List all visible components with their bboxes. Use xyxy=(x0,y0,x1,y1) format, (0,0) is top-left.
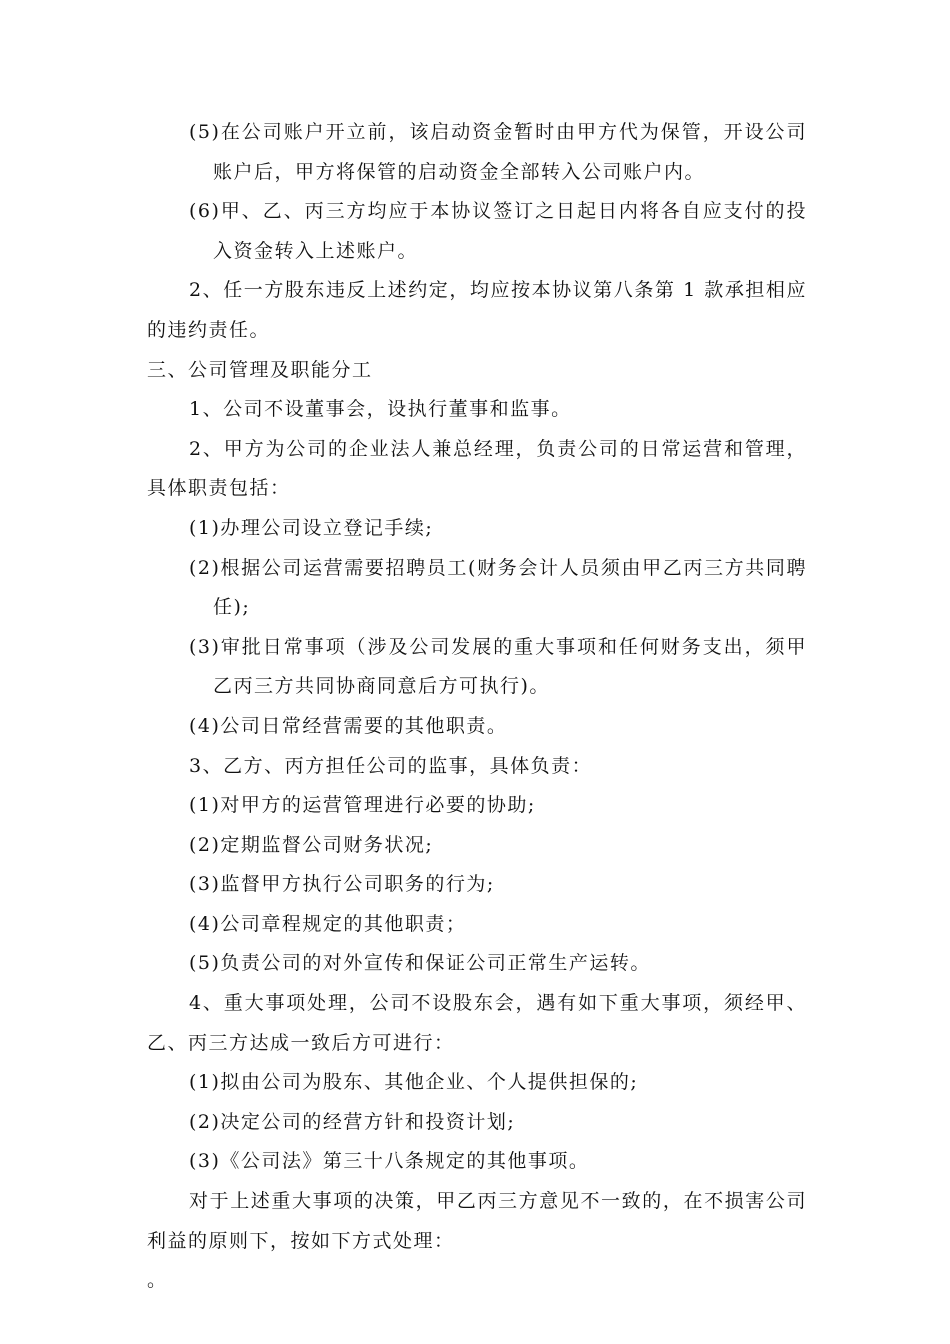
list-item: (4)公司章程规定的其他职责； xyxy=(189,912,467,935)
list-item: (2)根据公司运营需要招聘员工(财务会计人员须由甲乙丙三方共同聘任); xyxy=(189,556,807,619)
paragraph: 2、任一方股东违反上述约定，均应按本协议第八条第 1 款承担相应的违约责任。 xyxy=(147,279,807,341)
paragraph: 对于上述重大事项的决策，甲乙丙三方意见不一致的，在不损害公司利益的原则下，按如下方式处理： xyxy=(147,1190,807,1252)
list-item: (1)办理公司设立登记手续; xyxy=(189,516,434,539)
paragraph: (6)甲、乙、丙三方均应于本协议签订之日起日内将各自应支付的投入资金转入上述账户。 xyxy=(189,200,807,262)
list-item: (5)负责公司的对外宣传和保证公司正常生产运转。 xyxy=(189,952,651,975)
paragraph: 3、乙方、丙方担任公司的监事，具体负责： xyxy=(189,754,593,777)
list-item: (1)拟由公司为股东、其他企业、个人提供担保的; xyxy=(189,1071,639,1094)
list-item: (2)决定公司的经营方针和投资计划; xyxy=(189,1110,516,1133)
paragraph: 1、公司不设董事会，设执行董事和监事。 xyxy=(189,398,572,421)
section-heading: 三、公司管理及职能分工 xyxy=(147,358,373,381)
list-item: (4)公司日常经营需要的其他职责。 xyxy=(189,714,508,737)
paragraph: 4、重大事项处理，公司不设股东会，遇有如下重大事项，须经甲、乙、丙三方达成一致后方可进行： xyxy=(147,992,807,1054)
paragraph: (5)在公司账户开立前，该启动资金暂时由甲方代为保管，开设公司账户后，甲方将保管的启动资金全部转入公司账户内。 xyxy=(189,121,807,183)
list-item: (3)审批日常事项（涉及公司发展的重大事项和任何财务支出，须甲乙丙三方共同协商同意后方可执行)。 xyxy=(189,635,807,698)
document-body xyxy=(147,113,807,1301)
list-item: (2)定期监督公司财务状况; xyxy=(189,833,434,856)
paragraph: 。 xyxy=(147,1269,168,1292)
list-item: (3)监督甲方执行公司职务的行为; xyxy=(189,873,495,896)
list-item: (3)《公司法》第三十八条规定的其他事项。 xyxy=(189,1150,590,1173)
list-item: (1)对甲方的运营管理进行必要的协助; xyxy=(189,794,536,817)
paragraph: 2、甲方为公司的企业法人兼总经理，负责公司的日常运营和管理，具体职责包括： xyxy=(147,437,807,500)
